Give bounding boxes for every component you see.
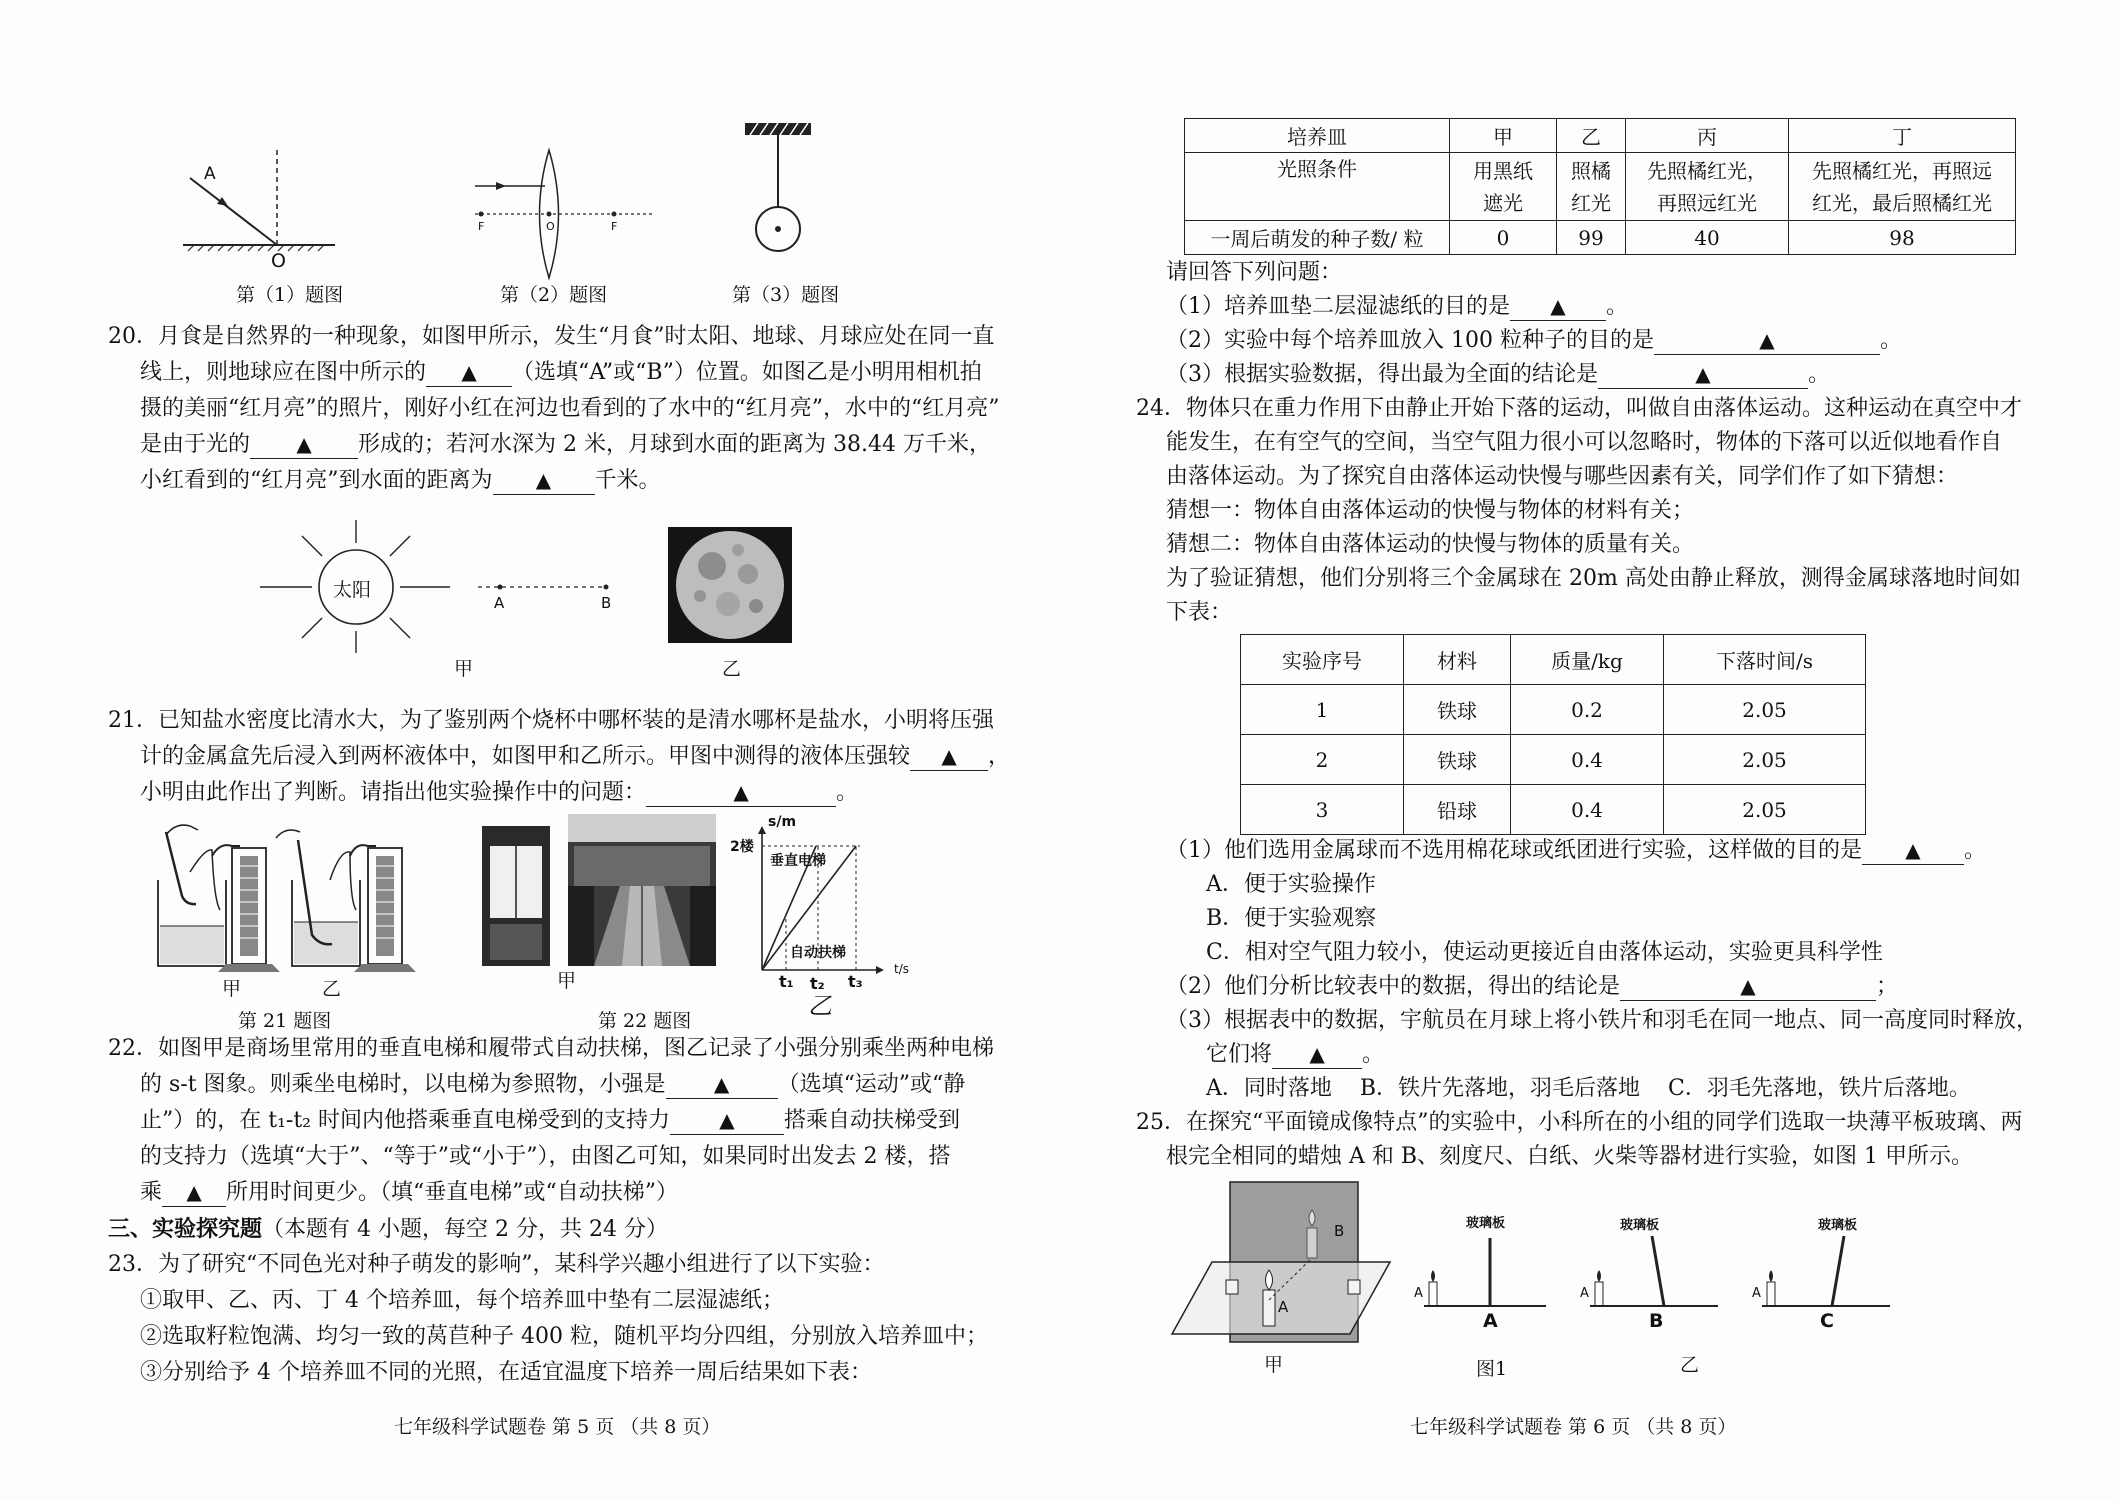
sun-label: 太阳 [333,579,372,601]
q24-cell: 铁球 [1404,685,1511,735]
q23-line-3: ②选取籽粒饱满、均匀一致的莴苣种子 400 粒，随机平均分四组，分别放入培养皿中； [140,1324,988,1349]
candle-label-2: A [1580,1286,1589,1301]
graph-2f-label: 2楼 [730,839,754,855]
q24-sub-3: （3）根据表中的数据，宇航员在月球上将小铁片和羽毛在同一地点、同一高度同时释放， [1166,1008,2039,1033]
fig2-label-f-right: F [611,220,618,233]
q20-line-1: 20．月食是自然界的一种现象，如图甲所示，发生“月食”时太阳、地球、月球应处在同一直 [108,324,995,349]
q24-option-c: C．相对空气阻力较小，使运动更接近自由落体运动，实验更具科学性 [1206,940,1883,965]
triangle-icon: ▲ [1550,294,1566,318]
graph-escalator-label: 自动扶梯 [790,945,846,961]
q24-line-2: 能发生，在有空气的空间，当空气阻力很小可以忽略时，物体的下落可以近似地看作自 [1166,430,2003,455]
q24-sub-2a: （2）他们分析比较表中的数据，得出的结论是 [1166,974,1620,999]
q23-cell: 先照橘红光， 再照远红光 [1626,153,1789,221]
q21-line-1: 21．已知盐水密度比清水大，为了鉴别两个烧杯中哪杯装的是清水哪杯是盐水，小明将压强 [108,708,994,733]
q20-text-4a: 是由于光的 [140,432,251,457]
q23-th-ding: 丁 [1789,119,2016,153]
q23-th-bing: 丙 [1626,119,1789,153]
candle-label-3: A [1752,1286,1761,1301]
q21-caption: 第 21 题图 [238,1010,332,1032]
fig2-caption: 第（2）题图 [500,284,608,306]
triangle-icon: ▲ [713,1072,730,1096]
q22-fig-yi: 乙 [808,992,832,1020]
q24-sub-2b: ； [1876,974,1899,999]
q24-line-3: 由落体运动。为了探究自由落体运动快慢与哪些因素有关，同学们作了如下猜想： [1166,464,1959,489]
q22-text-5a: 乘 [140,1180,163,1205]
triangle-icon: ▲ [1740,974,1756,998]
glass-label-a: 玻璃板 [1466,1216,1506,1231]
q24-th-material: 材料 [1404,635,1511,685]
q24-cell: 2.05 [1664,685,1866,735]
q24-line-4: 猜想一：物体自由落体运动的快慢与物体的材料有关； [1166,498,1695,523]
q22-line-1: 22．如图甲是商场里常用的垂直电梯和履带式自动扶梯，图乙记录了小强分别乘坐两种电梯 [108,1036,994,1061]
q23-sub-1a: （1）培养皿垫二层湿滤纸的目的是 [1166,294,1510,319]
q22-caption: 第 22 题图 [598,1010,692,1032]
fig1-label-a: A [204,164,216,184]
q23-row-count-label: 一周后萌发的种子数/ 粒 [1185,221,1450,255]
option-c-label: C [1820,1310,1834,1332]
glass-label-b: 玻璃板 [1620,1218,1660,1233]
option-a-label: A [1483,1310,1498,1332]
q24-th-no: 实验序号 [1241,635,1404,685]
q21-text-3b: 。 [836,780,859,805]
triangle-icon: ▲ [1695,362,1711,386]
q22-line-4: 的支持力（选填“大于”、“等于”或“小于”），由图乙可知，如果同时出发去 2 楼，搭 [140,1144,951,1169]
q24-th-mass: 质量/kg [1511,635,1664,685]
fig1-caption: 第（1）题图 [236,284,344,306]
candle-a-label: A [1278,1298,1289,1316]
q23-cell: 用黑纸 遮光 [1450,153,1557,221]
q23-th-dish: 培养皿 [1185,119,1450,153]
graph-vertical-label: 垂直电梯 [770,853,826,869]
footer-right: 七年级科学试题卷 第 6 页 （共 8 页） [1410,1416,1737,1438]
q24-th-time: 下落时间/s [1664,635,1866,685]
q24-option-b: B．便于实验观察 [1206,906,1377,931]
q23-line-2: ①取甲、乙、丙、丁 4 个培养皿，每个培养皿中垫有二层湿滤纸； [140,1288,784,1313]
q24-line-7: 下表： [1166,600,1233,625]
q24-line-6: 为了验证猜想，他们分别将三个金属球在 20m 高处由静止释放，测得金属球落地时间如 [1166,566,2021,591]
q21-text-2b: ， [988,744,1011,769]
q22-fig-jia: 甲 [557,970,577,992]
q21-text-2a: 计的金属盒先后浸入到两杯液体中，如图甲和乙所示。甲图中测得的液体压强较 [140,744,911,769]
q24-sub-3bb: 。 [1362,1042,1385,1067]
q20-text-2b: （选填“A”或“B”）位置。如图乙是小明用相机拍 [512,360,982,385]
q23-cell: 40 [1626,221,1789,255]
q24-sub-1a: （1）他们选用金属球而不选用棉花球或纸团进行实验，这样做的目的是 [1166,838,1862,863]
q25-fig-jia: 甲 [1264,1354,1284,1376]
q24-cell: 0.2 [1511,685,1664,735]
candle-b-label: B [1334,1222,1345,1240]
q24-sub-1b: 。 [1964,838,1987,863]
q23-sub-3a: （3）根据实验数据，得出最为全面的结论是 [1166,362,1598,387]
q24-cell: 铁球 [1404,735,1511,785]
q24-options-3: A．同时落地 B．铁片先落地，羽毛后落地 C．羽毛先落地，铁片后落地。 [1206,1076,1971,1101]
graph-t3: t₃ [848,972,863,991]
section-3-title: 三、实验探究题 [108,1216,263,1242]
q20-text-2a: 线上，则地球应在图中所示的 [140,360,427,385]
q24-line-1: 24．物体只在重力作用下由静止开始下落的运动，叫做自由落体运动。这种运动在真空中才 [1136,396,2022,421]
q23-th-yi: 乙 [1557,119,1626,153]
q24-cell: 铅球 [1404,785,1511,835]
q20-fig-jia: 甲 [454,658,474,680]
q22-text-3a: 止”）的，在 t₁-t₂ 时间内他搭乘垂直电梯受到的支持力 [140,1108,670,1133]
fig2-label-f-left: F [478,220,485,233]
q25-fig1-caption: 图1 [1476,1358,1508,1380]
q23-cell: 99 [1557,221,1626,255]
option-b-label: B [1649,1310,1664,1332]
graph-t2: t₂ [810,974,825,993]
q25-fig-yi: 乙 [1680,1354,1700,1376]
q23-sub-2a: （2）实验中每个培养皿放入 100 粒种子的目的是 [1166,328,1654,353]
section-3-note: （本题有 4 小题，每空 2 分，共 24 分） [262,1217,668,1242]
q20-point-a: A [494,594,505,612]
q20-line-3: 摄的美丽“红月亮”的照片，刚好小红在河边也看到的了水中的“红月亮”，水中的“红月亮” [140,396,1000,421]
triangle-icon: ▲ [1309,1042,1325,1066]
q20-fig-yi: 乙 [722,658,742,680]
q24-sub-3ba: 它们将 [1206,1042,1273,1067]
candle-label-1: A [1414,1286,1423,1301]
triangle-icon: ▲ [461,360,477,384]
triangle-icon: ▲ [1759,328,1775,352]
q23-line-4: ③分别给予 4 个培养皿不同的光照，在适宜温度下培养一周后结果如下表： [140,1360,872,1385]
q24-cell: 0.4 [1511,785,1664,835]
triangle-icon: ▲ [733,780,749,804]
q24-line-5: 猜想二：物体自由落体运动的快慢与物体的质量有关。 [1166,532,1695,557]
q23-row-light-label: 光照条件 [1185,153,1450,221]
q24-cell: 3 [1241,785,1404,835]
q23-sub-3b: 。 [1808,362,1831,387]
q23-th-jia: 甲 [1450,119,1557,153]
triangle-icon: ▲ [1905,838,1921,862]
fig2-label-o: O [546,220,555,233]
q21-fig-yi: 乙 [322,978,342,1000]
q22-text-5b: 所用时间更少。（填“垂直电梯”或“自动扶梯”） [226,1180,679,1205]
triangle-icon: ▲ [941,744,957,768]
q23-line-1: 23．为了研究“不同色光对种子萌发的影响”，某科学兴趣小组进行了以下实验： [108,1252,885,1277]
triangle-icon: ▲ [186,1180,202,1204]
q23-cell: 照橘 红光 [1557,153,1626,221]
q23-ask: 请回答下列问题： [1166,260,1343,285]
graph-xlabel: t/s [894,962,909,976]
q21-fig-jia: 甲 [222,978,242,1000]
q20-text-5b: 千米。 [594,468,661,493]
glass-label-c: 玻璃板 [1818,1218,1858,1233]
q24-cell: 1 [1241,685,1404,735]
graph-ylabel: s/m [768,814,797,830]
fig3-caption: 第（3）题图 [732,284,840,306]
q21-text-3a: 小明由此作出了判断。请指出他实验操作中的问题： [140,780,647,805]
q25-line-1: 25．在探究“平面镜成像特点”的实验中，小科所在的小组的同学们选取一块薄平板玻璃、两 [1136,1110,2023,1135]
triangle-icon: ▲ [719,1108,735,1132]
q24-cell: 2 [1241,735,1404,785]
q25-line-2: 根完全相同的蜡烛 A 和 B、刻度尺、白纸、火柴等器材进行实验，如图 1 甲所示。 [1166,1144,1974,1169]
triangle-icon: ▲ [535,468,552,492]
triangle-icon: ▲ [296,432,312,456]
q20-text-4b: 形成的；若河水深为 2 米，月球到水面的距离为 38.44 万千米， [358,432,991,457]
q23-sub-1b: 。 [1606,294,1629,319]
q23-cell: 先照橘红光，再照远 红光，最后照橘红光 [1789,153,2016,221]
q22-text-2a: 的 s-t 图象。则乘坐电梯时，以电梯为参照物，小强是 [140,1072,666,1097]
q22-text-2b: （选填“运动”或“静 [777,1072,966,1097]
q24-option-a: A．便于实验操作 [1206,872,1376,897]
fig1-label-o: O [271,250,286,272]
q24-cell: 2.05 [1664,785,1866,835]
footer-left: 七年级科学试题卷 第 5 页 （共 8 页） [394,1416,721,1438]
q24-cell: 0.4 [1511,735,1664,785]
q22-text-3b: 搭乘自动扶梯受到 [784,1108,961,1133]
q23-cell: 0 [1450,221,1557,255]
graph-t1: t₁ [779,972,794,991]
q23-sub-2b: 。 [1879,328,1902,353]
q24-cell: 2.05 [1664,735,1866,785]
q20-text-5a: 小红看到的“红月亮”到水面的距离为 [140,468,493,493]
q23-cell: 98 [1789,221,2016,255]
q20-point-b: B [601,594,612,612]
